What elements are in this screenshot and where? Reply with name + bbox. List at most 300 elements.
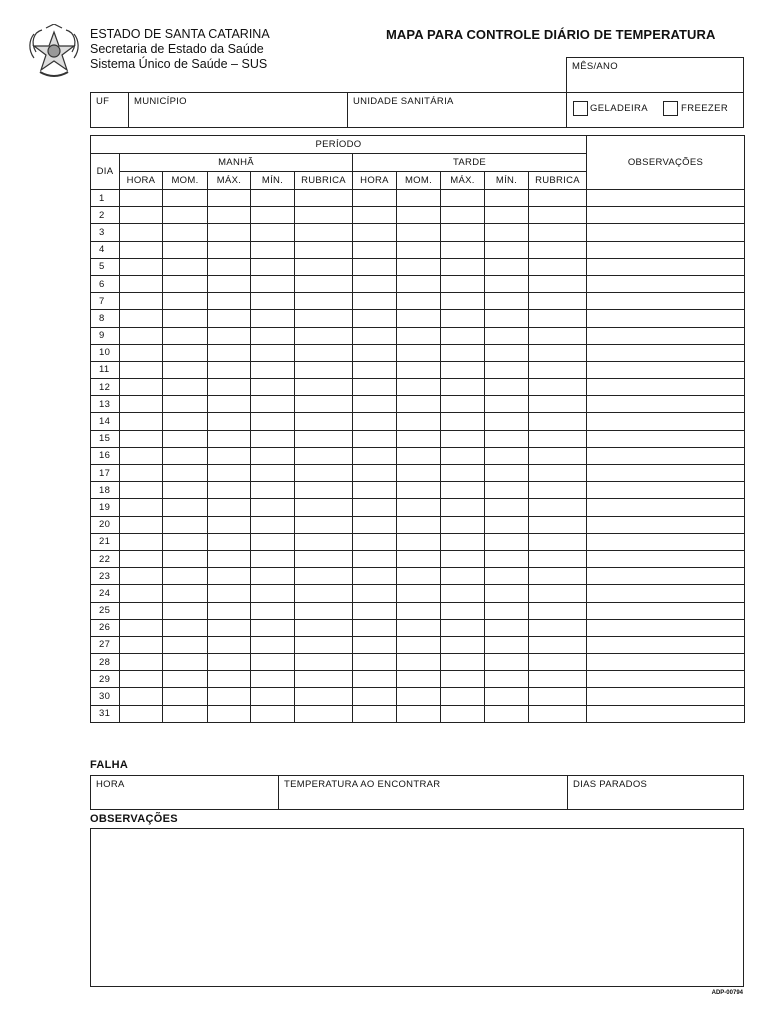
entry-cell[interactable] — [251, 568, 295, 585]
entry-cell[interactable] — [120, 190, 163, 207]
entry-cell[interactable] — [441, 499, 485, 516]
entry-cell[interactable] — [485, 207, 529, 224]
entry-cell[interactable] — [163, 327, 208, 344]
entry-cell[interactable] — [529, 465, 587, 482]
observation-cell[interactable] — [587, 533, 745, 550]
entry-cell[interactable] — [208, 190, 251, 207]
entry-cell[interactable] — [397, 671, 441, 688]
entry-cell[interactable] — [441, 241, 485, 258]
entry-cell[interactable] — [295, 430, 353, 447]
entry-cell[interactable] — [120, 654, 163, 671]
entry-cell[interactable] — [295, 447, 353, 464]
entry-cell[interactable] — [208, 568, 251, 585]
entry-cell[interactable] — [441, 602, 485, 619]
entry-cell[interactable] — [208, 516, 251, 533]
entry-cell[interactable] — [295, 550, 353, 567]
entry-cell[interactable] — [441, 568, 485, 585]
entry-cell[interactable] — [485, 499, 529, 516]
entry-cell[interactable] — [251, 207, 295, 224]
observation-cell[interactable] — [587, 568, 745, 585]
entry-cell[interactable] — [353, 224, 397, 241]
observation-cell[interactable] — [587, 327, 745, 344]
entry-cell[interactable] — [295, 190, 353, 207]
entry-cell[interactable] — [295, 293, 353, 310]
entry-cell[interactable] — [529, 190, 587, 207]
entry-cell[interactable] — [529, 499, 587, 516]
entry-cell[interactable] — [295, 465, 353, 482]
entry-cell[interactable] — [485, 550, 529, 567]
entry-cell[interactable] — [163, 379, 208, 396]
entry-cell[interactable] — [120, 310, 163, 327]
entry-cell[interactable] — [163, 207, 208, 224]
entry-cell[interactable] — [529, 275, 587, 292]
entry-cell[interactable] — [295, 705, 353, 722]
entry-cell[interactable] — [163, 654, 208, 671]
entry-cell[interactable] — [251, 602, 295, 619]
entry-cell[interactable] — [251, 585, 295, 602]
entry-cell[interactable] — [397, 705, 441, 722]
temperatura-field[interactable] — [279, 776, 567, 809]
entry-cell[interactable] — [441, 688, 485, 705]
entry-cell[interactable] — [485, 361, 529, 378]
entry-cell[interactable] — [208, 310, 251, 327]
entry-cell[interactable] — [120, 396, 163, 413]
observation-cell[interactable] — [587, 550, 745, 567]
entry-cell[interactable] — [353, 654, 397, 671]
entry-cell[interactable] — [208, 688, 251, 705]
entry-cell[interactable] — [163, 636, 208, 653]
entry-cell[interactable] — [120, 671, 163, 688]
entry-cell[interactable] — [397, 482, 441, 499]
observation-cell[interactable] — [587, 224, 745, 241]
entry-cell[interactable] — [120, 602, 163, 619]
observation-cell[interactable] — [587, 190, 745, 207]
entry-cell[interactable] — [529, 602, 587, 619]
entry-cell[interactable] — [163, 258, 208, 275]
entry-cell[interactable] — [441, 361, 485, 378]
entry-cell[interactable] — [251, 671, 295, 688]
entry-cell[interactable] — [295, 671, 353, 688]
entry-cell[interactable] — [441, 447, 485, 464]
entry-cell[interactable] — [353, 671, 397, 688]
entry-cell[interactable] — [441, 430, 485, 447]
observacoes-textarea[interactable] — [90, 828, 744, 987]
entry-cell[interactable] — [208, 482, 251, 499]
entry-cell[interactable] — [397, 585, 441, 602]
entry-cell[interactable] — [120, 413, 163, 430]
entry-cell[interactable] — [397, 293, 441, 310]
entry-cell[interactable] — [208, 258, 251, 275]
entry-cell[interactable] — [251, 705, 295, 722]
entry-cell[interactable] — [163, 568, 208, 585]
entry-cell[interactable] — [485, 705, 529, 722]
entry-cell[interactable] — [529, 671, 587, 688]
entry-cell[interactable] — [529, 636, 587, 653]
entry-cell[interactable] — [441, 379, 485, 396]
entry-cell[interactable] — [353, 241, 397, 258]
entry-cell[interactable] — [397, 654, 441, 671]
entry-cell[interactable] — [397, 361, 441, 378]
observation-cell[interactable] — [587, 688, 745, 705]
entry-cell[interactable] — [163, 430, 208, 447]
entry-cell[interactable] — [353, 533, 397, 550]
entry-cell[interactable] — [485, 413, 529, 430]
freezer-checkbox[interactable] — [663, 101, 678, 116]
entry-cell[interactable] — [529, 293, 587, 310]
entry-cell[interactable] — [208, 499, 251, 516]
entry-cell[interactable] — [251, 190, 295, 207]
entry-cell[interactable] — [353, 705, 397, 722]
entry-cell[interactable] — [208, 447, 251, 464]
entry-cell[interactable] — [529, 413, 587, 430]
entry-cell[interactable] — [120, 241, 163, 258]
entry-cell[interactable] — [441, 636, 485, 653]
entry-cell[interactable] — [295, 499, 353, 516]
entry-cell[interactable] — [441, 585, 485, 602]
entry-cell[interactable] — [295, 688, 353, 705]
entry-cell[interactable] — [120, 585, 163, 602]
entry-cell[interactable] — [441, 310, 485, 327]
entry-cell[interactable] — [485, 533, 529, 550]
observation-cell[interactable] — [587, 293, 745, 310]
entry-cell[interactable] — [529, 379, 587, 396]
entry-cell[interactable] — [208, 602, 251, 619]
observation-cell[interactable] — [587, 499, 745, 516]
municipio-field[interactable] — [129, 93, 347, 127]
entry-cell[interactable] — [485, 241, 529, 258]
entry-cell[interactable] — [295, 275, 353, 292]
entry-cell[interactable] — [120, 465, 163, 482]
entry-cell[interactable] — [120, 636, 163, 653]
entry-cell[interactable] — [353, 447, 397, 464]
entry-cell[interactable] — [397, 190, 441, 207]
entry-cell[interactable] — [163, 465, 208, 482]
entry-cell[interactable] — [208, 275, 251, 292]
entry-cell[interactable] — [353, 327, 397, 344]
entry-cell[interactable] — [295, 413, 353, 430]
entry-cell[interactable] — [120, 224, 163, 241]
entry-cell[interactable] — [208, 224, 251, 241]
observation-cell[interactable] — [587, 705, 745, 722]
entry-cell[interactable] — [353, 379, 397, 396]
entry-cell[interactable] — [529, 533, 587, 550]
entry-cell[interactable] — [529, 224, 587, 241]
entry-cell[interactable] — [529, 344, 587, 361]
entry-cell[interactable] — [441, 619, 485, 636]
entry-cell[interactable] — [485, 190, 529, 207]
entry-cell[interactable] — [163, 602, 208, 619]
entry-cell[interactable] — [485, 430, 529, 447]
entry-cell[interactable] — [397, 516, 441, 533]
entry-cell[interactable] — [208, 293, 251, 310]
month-year-field[interactable] — [566, 57, 744, 93]
entry-cell[interactable] — [529, 396, 587, 413]
entry-cell[interactable] — [397, 310, 441, 327]
entry-cell[interactable] — [529, 327, 587, 344]
entry-cell[interactable] — [163, 550, 208, 567]
entry-cell[interactable] — [397, 688, 441, 705]
entry-cell[interactable] — [441, 465, 485, 482]
entry-cell[interactable] — [208, 585, 251, 602]
dias-parados-field[interactable] — [568, 776, 743, 809]
entry-cell[interactable] — [120, 207, 163, 224]
entry-cell[interactable] — [163, 688, 208, 705]
entry-cell[interactable] — [441, 224, 485, 241]
entry-cell[interactable] — [295, 568, 353, 585]
entry-cell[interactable] — [163, 447, 208, 464]
entry-cell[interactable] — [529, 568, 587, 585]
entry-cell[interactable] — [397, 413, 441, 430]
observation-cell[interactable] — [587, 430, 745, 447]
entry-cell[interactable] — [485, 293, 529, 310]
entry-cell[interactable] — [353, 258, 397, 275]
entry-cell[interactable] — [208, 241, 251, 258]
entry-cell[interactable] — [208, 533, 251, 550]
entry-cell[interactable] — [353, 310, 397, 327]
entry-cell[interactable] — [353, 207, 397, 224]
entry-cell[interactable] — [529, 482, 587, 499]
entry-cell[interactable] — [441, 533, 485, 550]
geladeira-checkbox[interactable] — [573, 101, 588, 116]
entry-cell[interactable] — [163, 396, 208, 413]
entry-cell[interactable] — [251, 361, 295, 378]
entry-cell[interactable] — [295, 516, 353, 533]
entry-cell[interactable] — [353, 465, 397, 482]
entry-cell[interactable] — [397, 430, 441, 447]
entry-cell[interactable] — [529, 585, 587, 602]
entry-cell[interactable] — [295, 602, 353, 619]
entry-cell[interactable] — [208, 550, 251, 567]
entry-cell[interactable] — [208, 207, 251, 224]
entry-cell[interactable] — [251, 344, 295, 361]
entry-cell[interactable] — [251, 379, 295, 396]
entry-cell[interactable] — [295, 327, 353, 344]
entry-cell[interactable] — [529, 447, 587, 464]
entry-cell[interactable] — [120, 361, 163, 378]
entry-cell[interactable] — [120, 619, 163, 636]
observation-cell[interactable] — [587, 585, 745, 602]
entry-cell[interactable] — [485, 447, 529, 464]
entry-cell[interactable] — [397, 447, 441, 464]
entry-cell[interactable] — [120, 344, 163, 361]
entry-cell[interactable] — [163, 619, 208, 636]
entry-cell[interactable] — [295, 379, 353, 396]
entry-cell[interactable] — [441, 654, 485, 671]
entry-cell[interactable] — [353, 688, 397, 705]
entry-cell[interactable] — [485, 379, 529, 396]
entry-cell[interactable] — [251, 516, 295, 533]
entry-cell[interactable] — [251, 275, 295, 292]
observation-cell[interactable] — [587, 654, 745, 671]
entry-cell[interactable] — [295, 207, 353, 224]
entry-cell[interactable] — [295, 241, 353, 258]
entry-cell[interactable] — [295, 585, 353, 602]
entry-cell[interactable] — [529, 550, 587, 567]
entry-cell[interactable] — [485, 465, 529, 482]
entry-cell[interactable] — [353, 396, 397, 413]
entry-cell[interactable] — [485, 224, 529, 241]
entry-cell[interactable] — [295, 482, 353, 499]
observation-cell[interactable] — [587, 396, 745, 413]
observation-cell[interactable] — [587, 671, 745, 688]
observation-cell[interactable] — [587, 413, 745, 430]
entry-cell[interactable] — [120, 430, 163, 447]
observation-cell[interactable] — [587, 465, 745, 482]
entry-cell[interactable] — [120, 379, 163, 396]
entry-cell[interactable] — [397, 344, 441, 361]
entry-cell[interactable] — [295, 636, 353, 653]
entry-cell[interactable] — [120, 533, 163, 550]
entry-cell[interactable] — [295, 344, 353, 361]
entry-cell[interactable] — [163, 241, 208, 258]
entry-cell[interactable] — [163, 705, 208, 722]
entry-cell[interactable] — [353, 361, 397, 378]
observation-cell[interactable] — [587, 447, 745, 464]
entry-cell[interactable] — [208, 465, 251, 482]
observation-cell[interactable] — [587, 258, 745, 275]
entry-cell[interactable] — [397, 602, 441, 619]
entry-cell[interactable] — [353, 482, 397, 499]
entry-cell[interactable] — [251, 447, 295, 464]
entry-cell[interactable] — [397, 207, 441, 224]
entry-cell[interactable] — [441, 293, 485, 310]
entry-cell[interactable] — [163, 224, 208, 241]
entry-cell[interactable] — [485, 482, 529, 499]
entry-cell[interactable] — [251, 619, 295, 636]
entry-cell[interactable] — [163, 516, 208, 533]
entry-cell[interactable] — [251, 258, 295, 275]
entry-cell[interactable] — [251, 482, 295, 499]
entry-cell[interactable] — [485, 258, 529, 275]
entry-cell[interactable] — [251, 430, 295, 447]
observation-cell[interactable] — [587, 482, 745, 499]
entry-cell[interactable] — [485, 310, 529, 327]
entry-cell[interactable] — [251, 533, 295, 550]
entry-cell[interactable] — [441, 190, 485, 207]
entry-cell[interactable] — [208, 636, 251, 653]
entry-cell[interactable] — [120, 516, 163, 533]
entry-cell[interactable] — [353, 602, 397, 619]
entry-cell[interactable] — [397, 327, 441, 344]
entry-cell[interactable] — [397, 379, 441, 396]
entry-cell[interactable] — [485, 585, 529, 602]
entry-cell[interactable] — [353, 568, 397, 585]
entry-cell[interactable] — [208, 430, 251, 447]
observation-cell[interactable] — [587, 344, 745, 361]
entry-cell[interactable] — [251, 396, 295, 413]
entry-cell[interactable] — [441, 516, 485, 533]
entry-cell[interactable] — [529, 688, 587, 705]
entry-cell[interactable] — [353, 636, 397, 653]
entry-cell[interactable] — [441, 550, 485, 567]
observation-cell[interactable] — [587, 310, 745, 327]
entry-cell[interactable] — [120, 258, 163, 275]
entry-cell[interactable] — [120, 705, 163, 722]
entry-cell[interactable] — [353, 293, 397, 310]
entry-cell[interactable] — [208, 379, 251, 396]
observation-cell[interactable] — [587, 275, 745, 292]
entry-cell[interactable] — [163, 413, 208, 430]
entry-cell[interactable] — [163, 361, 208, 378]
entry-cell[interactable] — [529, 207, 587, 224]
entry-cell[interactable] — [397, 258, 441, 275]
entry-cell[interactable] — [441, 344, 485, 361]
entry-cell[interactable] — [251, 413, 295, 430]
entry-cell[interactable] — [485, 327, 529, 344]
entry-cell[interactable] — [251, 499, 295, 516]
entry-cell[interactable] — [251, 293, 295, 310]
observation-cell[interactable] — [587, 516, 745, 533]
entry-cell[interactable] — [163, 275, 208, 292]
observation-cell[interactable] — [587, 361, 745, 378]
entry-cell[interactable] — [120, 447, 163, 464]
entry-cell[interactable] — [397, 499, 441, 516]
entry-cell[interactable] — [529, 430, 587, 447]
entry-cell[interactable] — [163, 293, 208, 310]
observation-cell[interactable] — [587, 602, 745, 619]
observation-cell[interactable] — [587, 207, 745, 224]
entry-cell[interactable] — [353, 516, 397, 533]
entry-cell[interactable] — [485, 636, 529, 653]
entry-cell[interactable] — [529, 654, 587, 671]
entry-cell[interactable] — [529, 310, 587, 327]
entry-cell[interactable] — [485, 654, 529, 671]
entry-cell[interactable] — [397, 224, 441, 241]
entry-cell[interactable] — [163, 190, 208, 207]
entry-cell[interactable] — [485, 396, 529, 413]
entry-cell[interactable] — [441, 413, 485, 430]
entry-cell[interactable] — [208, 396, 251, 413]
entry-cell[interactable] — [397, 533, 441, 550]
entry-cell[interactable] — [397, 550, 441, 567]
entry-cell[interactable] — [441, 258, 485, 275]
entry-cell[interactable] — [397, 465, 441, 482]
entry-cell[interactable] — [163, 344, 208, 361]
entry-cell[interactable] — [529, 361, 587, 378]
observation-cell[interactable] — [587, 636, 745, 653]
entry-cell[interactable] — [397, 619, 441, 636]
entry-cell[interactable] — [485, 516, 529, 533]
observation-cell[interactable] — [587, 619, 745, 636]
entry-cell[interactable] — [120, 275, 163, 292]
entry-cell[interactable] — [485, 688, 529, 705]
entry-cell[interactable] — [163, 533, 208, 550]
entry-cell[interactable] — [529, 705, 587, 722]
entry-cell[interactable] — [485, 619, 529, 636]
entry-cell[interactable] — [353, 619, 397, 636]
entry-cell[interactable] — [353, 344, 397, 361]
entry-cell[interactable] — [485, 568, 529, 585]
observation-cell[interactable] — [587, 379, 745, 396]
entry-cell[interactable] — [485, 671, 529, 688]
entry-cell[interactable] — [295, 224, 353, 241]
unidade-field[interactable] — [348, 93, 566, 127]
entry-cell[interactable] — [251, 465, 295, 482]
entry-cell[interactable] — [397, 568, 441, 585]
entry-cell[interactable] — [353, 190, 397, 207]
entry-cell[interactable] — [163, 482, 208, 499]
entry-cell[interactable] — [397, 636, 441, 653]
entry-cell[interactable] — [163, 671, 208, 688]
entry-cell[interactable] — [441, 327, 485, 344]
entry-cell[interactable] — [529, 258, 587, 275]
entry-cell[interactable] — [208, 705, 251, 722]
entry-cell[interactable] — [251, 310, 295, 327]
entry-cell[interactable] — [163, 585, 208, 602]
entry-cell[interactable] — [441, 396, 485, 413]
entry-cell[interactable] — [441, 207, 485, 224]
entry-cell[interactable] — [353, 499, 397, 516]
